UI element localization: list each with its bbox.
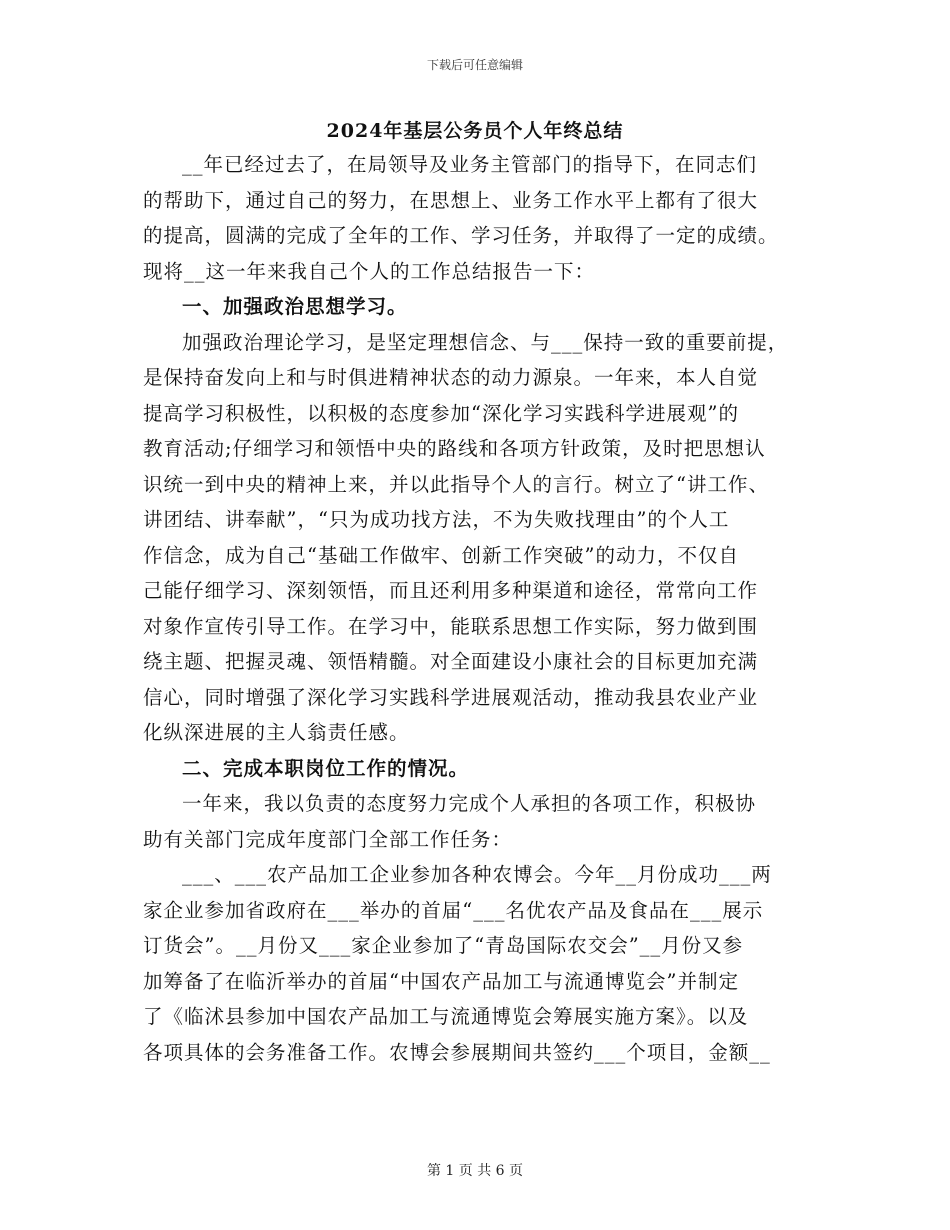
paragraph-line: 各项具体的会务准备工作。农博会参展期间共签约___个项目，金额__ — [143, 1040, 771, 1064]
paragraph-line: 绕主题、把握灵魂、领悟精髓。对全面建设小康社会的目标更加充满 — [143, 650, 759, 673]
paragraph-line: __年已经过去了，在局领导及业务主管部门的指导下，在同志们 — [182, 153, 758, 176]
document-body — [143, 147, 823, 1070]
paragraph-line: ___、___农产品加工企业参加各种农博会。今年__月份成功___两 — [182, 863, 772, 886]
paragraph-line: 加强政治理论学习，是坚定理想信念、与___保持一致的重要前提， — [182, 330, 789, 354]
paragraph-line: 化纵深进展的主人翁责任感。 — [143, 721, 410, 744]
paragraph-line: 家企业参加省政府在___举办的首届“___名优农产品及食品在___展示 — [143, 898, 764, 922]
paragraph-line: 信心，同时增强了深化学习实践科学进展观活动，推动我县农业产业 — [143, 685, 759, 709]
paragraph-line: 己能仔细学习、深刻领悟，而且还利用多种渠道和途径，常常向工作 — [143, 579, 759, 602]
paragraph-line: 对象作宣传引导工作。在学习中，能联系思想工作实际，努力做到围 — [143, 614, 759, 638]
section-heading: 一、加强政治思想学习。 — [182, 295, 408, 318]
paragraph-line: 是保持奋发向上和与时俱进精神状态的动力源泉。一年来，本人自觉 — [143, 366, 759, 389]
paragraph-line: 助有关部门完成年度部门全部工作任务： — [143, 827, 513, 851]
paragraph-line: 现将__这一年来我自己个人的工作总结报告一下： — [143, 259, 596, 283]
paragraph-line: 的提高，圆满的完成了全年的工作、学习任务，并取得了一定的成绩。 — [143, 224, 779, 247]
paragraph-line: 提高学习积极性，以积极的态度参加“深化学习实践科学进展观”的 — [143, 401, 739, 425]
paragraph-line: 识统一到中央的精神上来，并以此指导个人的言行。树立了“讲工作、 — [143, 472, 769, 496]
paragraph-line: 讲团结、讲奉献”，“只为成功找方法，不为失败找理由”的个人工 — [143, 508, 730, 531]
paragraph-line: 教育活动;仔细学习和领悟中央的路线和各项方针政策，及时把思想认 — [143, 437, 766, 460]
paragraph-line: 作信念，成为自己“基础工作做牢、创新工作突破”的动力，不仅自 — [143, 543, 739, 567]
section-heading: 二、完成本职岗位工作的情况。 — [182, 756, 470, 780]
paragraph-line: 的帮助下，通过自己的努力，在思想上、业务工作水平上都有了很大 — [143, 188, 759, 212]
page-header-note: 下载后可任意编辑 — [426, 58, 523, 72]
paragraph-line: 加筹备了在临沂举办的首届“中国农产品加工与流通博览会”并制定 — [143, 969, 739, 993]
paragraph-line: 了《临沭县参加中国农产品加工与流通博览会筹展实施方案》。以及 — [143, 1005, 749, 1028]
document-title: 2024年基层公务员个人年终总结 — [326, 120, 624, 142]
page-number: 第 1 页 共 6 页 — [426, 1163, 524, 1179]
paragraph-line: 订货会”。__月份又___家企业参加了“青岛国际农交会”__月份又参 — [143, 934, 744, 957]
paragraph-line: 一年来，我以负责的态度努力完成个人承担的各项工作，积极协 — [182, 792, 757, 815]
